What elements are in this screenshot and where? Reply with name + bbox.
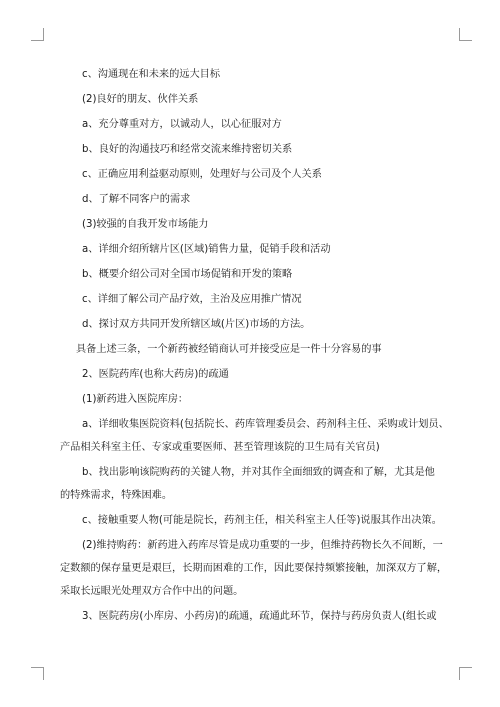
paragraph-a-sales-force: a、详细介绍所辖片区(区域)销售力量，促销手段和活动	[82, 244, 331, 255]
crop-mark-bottom-left	[31, 667, 44, 680]
heading-partner-relations: (2)良好的朋友、伙伴关系	[82, 94, 199, 105]
heading-new-drug-entry: (1)新药进入医院库房：	[82, 394, 189, 405]
paragraph-b-communication: b、良好的沟通技巧和经常交流来维持密切关系	[82, 144, 293, 155]
crop-mark-bottom-right	[459, 667, 472, 680]
paragraph-c-interest: c、正确应用利益驱动原则，处理好与公司及个人关系	[82, 169, 322, 180]
paragraph-dispensary: 3、医院药房(小库房、小药房)的疏通，疏通此环节，保持与药房负责人(组长或	[82, 611, 437, 622]
paragraph-c-goals: c、沟通现在和未来的远大目标	[82, 69, 221, 80]
heading-market-development: (3)较强的自我开发市场能力	[82, 219, 209, 230]
paragraph-a-collect-info: a、详细收集医院资料(包括院长、药库管理委员会、药剂科主任、采购或计划员、	[82, 419, 449, 430]
paragraph-d-methods: d、探讨双方共同开发所辖区域(片区)市场的方法。	[82, 319, 311, 330]
heading-hospital-pharmacy: 2、医院药库(也称大药房)的疏通	[82, 369, 229, 380]
paragraph-b-strategy: b、概要介绍公司对全国市场促销和开发的策略	[82, 269, 293, 280]
paragraph-a-respect: a、充分尊重对方，以诚动人，以心征服对方	[82, 119, 282, 130]
crop-mark-top-right	[459, 28, 472, 41]
paragraph-b-key-people-cont: 的特殊需求，特殊困难。	[60, 490, 173, 501]
paragraph-d-needs: d、了解不同客户的需求	[82, 194, 191, 205]
paragraph-summary: 具备上述三条，一个新药被经销商认可并接受应是一件十分容易的事	[76, 344, 382, 355]
document-body	[60, 68, 449, 635]
paragraph-a-collect-info-cont: 产品相关科室主任、专家或重要医师、甚至管理该院的卫生局有关官员)	[60, 442, 380, 453]
paragraph-c-efficacy: c、详细了解公司产品疗效，主治及应用推广情况	[82, 294, 302, 305]
crop-mark-top-left	[31, 28, 44, 41]
paragraph-maintain-purchase-cont2: 采取长远眼光处理双方合作中出的问题。	[60, 586, 244, 597]
paragraph-c-contact: c、接触重要人物(可能是院长，药剂主任，相关科室主人任等)说服其作出决策。	[82, 515, 442, 526]
paragraph-b-key-people: b、找出影响该院购药的关键人物，并对其作全面细致的调查和了解，尤其是他	[82, 467, 435, 478]
paragraph-maintain-purchase: (2)维持购药：新药进入药库尽管是成功重要的一步，但维持药物长久不间断，一	[82, 540, 443, 551]
paragraph-maintain-purchase-cont1: 定数额的保存量更是艰巨，长期而困难的工作，因此要保持频繁接触，加深双方了解，	[60, 563, 448, 574]
